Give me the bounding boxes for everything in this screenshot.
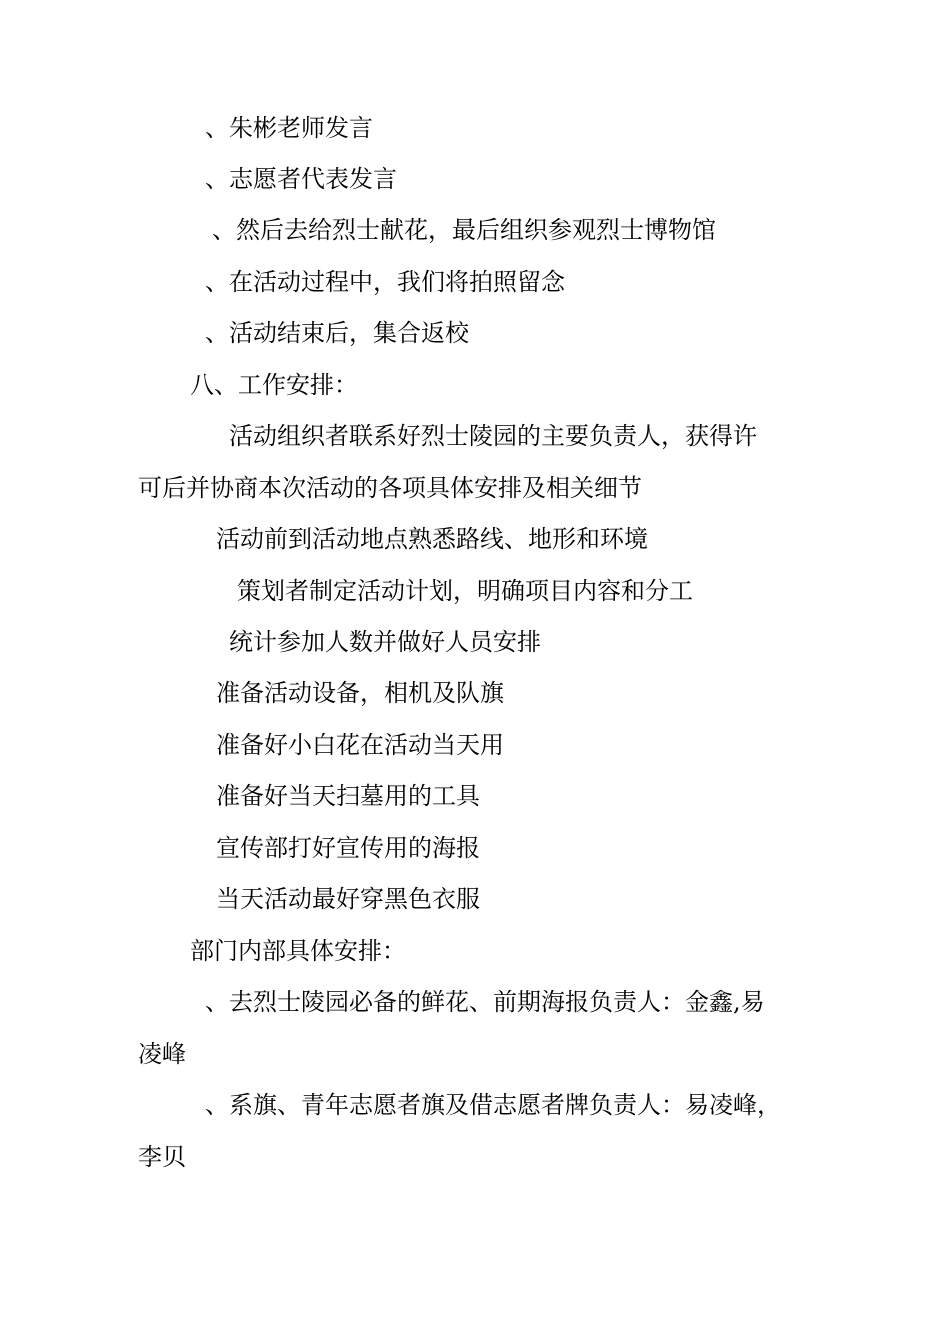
text-line: 当天活动最好穿黑色衣服 (216, 885, 480, 913)
text-line: 、然后去给烈士献花，最后组织参观烈士博物馆 (212, 216, 716, 244)
text-line: 可后并协商本次活动的各项具体安排及相关细节 (138, 474, 642, 502)
text-line: 、在活动过程中，我们将拍照留念 (205, 268, 565, 296)
text-line: 凌峰 (138, 1040, 186, 1068)
text-line: 宣传部打好宣传用的海报 (216, 834, 480, 862)
text-line: 、活动结束后，集合返校 (205, 319, 469, 347)
text-line: 李贝 (138, 1143, 186, 1171)
text-line: 统计参加人数并做好人员安排 (229, 628, 541, 656)
text-line: 、朱彬老师发言 (205, 114, 373, 142)
section-heading: 八、工作安排： (190, 371, 358, 399)
text-line: 准备活动设备，相机及队旗 (216, 679, 504, 707)
text-line: 、志愿者代表发言 (205, 165, 397, 193)
text-line: 活动组织者联系好烈士陵园的主要负责人，获得许 (229, 422, 757, 450)
text-line: 准备好小白花在活动当天用 (216, 731, 504, 759)
text-line: 、系旗、青年志愿者旗及借志愿者牌负责人：易凌峰， (205, 1091, 781, 1119)
text-line: 策划者制定活动计划，明确项目内容和分工 (237, 577, 693, 605)
text-line: 准备好当天扫墓用的工具 (216, 782, 480, 810)
text-line: 活动前到活动地点熟悉路线、地形和环境 (216, 525, 648, 553)
text-line: 、去烈士陵园必备的鲜花、前期海报负责人：金鑫,易 (205, 988, 765, 1016)
section-heading: 部门内部具体安排： (190, 937, 406, 965)
